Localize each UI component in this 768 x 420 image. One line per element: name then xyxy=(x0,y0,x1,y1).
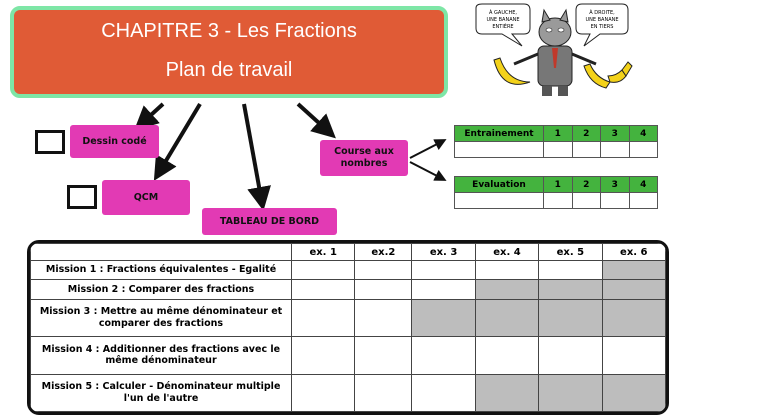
entrainement-col: 2 xyxy=(572,126,601,142)
evaluation-label: Evaluation xyxy=(455,177,544,193)
exercise-cell[interactable] xyxy=(539,337,602,374)
header-ex: ex. 3 xyxy=(412,244,475,261)
entrainement-col: 1 xyxy=(544,126,573,142)
header-ex: ex. 5 xyxy=(539,244,602,261)
node-qcm[interactable]: QCM xyxy=(102,180,190,215)
exercise-cell[interactable] xyxy=(355,261,412,280)
qcm-checkbox[interactable] xyxy=(67,185,97,209)
evaluation-col: 4 xyxy=(629,177,658,193)
entrainement-table xyxy=(454,125,658,158)
exercise-cell xyxy=(539,374,602,411)
mission-row xyxy=(31,280,666,299)
svg-text:À DROITE,: À DROITE, xyxy=(589,10,615,16)
exercise-cell xyxy=(602,374,665,411)
entrainement-col: 3 xyxy=(601,126,630,142)
mission-row xyxy=(31,337,666,374)
header-ex: ex. 6 xyxy=(602,244,665,261)
exercise-cell[interactable] xyxy=(292,280,355,299)
exercise-cell xyxy=(475,280,538,299)
exercise-cell[interactable] xyxy=(355,337,412,374)
mission-row xyxy=(31,299,666,336)
exercise-cell[interactable] xyxy=(292,337,355,374)
exercise-cell[interactable] xyxy=(602,337,665,374)
mission-label: Mission 1 : Fractions équivalentes - Egalité xyxy=(31,261,292,280)
node-dessin-code[interactable]: Dessin codé xyxy=(70,125,159,158)
mission-label: Mission 4 : Additionner des fractions avec le même dénominateur xyxy=(31,337,292,374)
svg-text:EN TIERS: EN TIERS xyxy=(590,24,614,30)
evaluation-cell[interactable] xyxy=(544,193,573,209)
header-ex: ex.2 xyxy=(355,244,412,261)
mission-label: Mission 3 : Mettre au même dénominateur et comparer des fractions xyxy=(31,299,292,336)
header-ex: ex. 1 xyxy=(292,244,355,261)
entrainement-label: Entrainement xyxy=(455,126,544,142)
exercise-cell[interactable] xyxy=(412,374,475,411)
exercise-cell[interactable] xyxy=(412,261,475,280)
exercise-cell[interactable] xyxy=(355,280,412,299)
svg-text:ENTIÈRE: ENTIÈRE xyxy=(492,24,514,30)
exercise-cell[interactable] xyxy=(475,337,538,374)
mission-row xyxy=(31,374,666,411)
svg-text:UNE BANANE: UNE BANANE xyxy=(585,17,619,23)
missions-header-row xyxy=(31,244,666,261)
exercise-cell[interactable] xyxy=(355,299,412,336)
missions-table-frame xyxy=(27,240,669,415)
arrow-to-course xyxy=(298,104,330,133)
exercise-cell xyxy=(602,280,665,299)
node-course-aux-nombres[interactable]: Course aux nombres xyxy=(320,140,408,176)
header-ex: ex. 4 xyxy=(475,244,538,261)
entrainement-cell[interactable] xyxy=(601,142,630,158)
evaluation-cell[interactable] xyxy=(572,193,601,209)
arrow-to-entrainement xyxy=(410,141,443,158)
exercise-cell[interactable] xyxy=(292,261,355,280)
mission-label: Mission 2 : Comparer des fractions xyxy=(31,280,292,299)
chapter-title: CHAPITRE 3 - Les Fractions xyxy=(101,20,357,42)
entrainement-cell[interactable] xyxy=(544,142,573,158)
exercise-cell[interactable] xyxy=(412,280,475,299)
evaluation-col: 1 xyxy=(544,177,573,193)
exercise-cell xyxy=(602,299,665,336)
arrow-to-qcm xyxy=(158,104,200,174)
mission-label: Mission 5 : Calculer - Dénominateur multiple l'un de l'autre xyxy=(31,374,292,411)
entrainement-cell[interactable] xyxy=(455,142,544,158)
node-tableau-de-bord[interactable]: TABLEAU DE BORD xyxy=(202,208,337,235)
evaluation-col: 2 xyxy=(572,177,601,193)
evaluation-cell[interactable] xyxy=(455,193,544,209)
evaluation-col: 3 xyxy=(601,177,630,193)
exercise-cell[interactable] xyxy=(475,261,538,280)
dessin-checkbox[interactable] xyxy=(35,130,65,154)
exercise-cell[interactable] xyxy=(355,374,412,411)
entrainement-cell[interactable] xyxy=(629,142,658,158)
exercise-cell xyxy=(539,280,602,299)
exercise-cell xyxy=(602,261,665,280)
exercise-cell xyxy=(475,299,538,336)
arrow-to-evaluation xyxy=(410,162,443,179)
exercise-cell xyxy=(539,299,602,336)
missions-table xyxy=(30,243,666,412)
entrainement-col: 4 xyxy=(629,126,658,142)
mission-row xyxy=(31,261,666,280)
exercise-cell xyxy=(475,374,538,411)
exercise-cell[interactable] xyxy=(412,337,475,374)
exercise-cell xyxy=(412,299,475,336)
arrow-to-dessin xyxy=(140,104,163,125)
svg-text:UNE BANANE: UNE BANANE xyxy=(486,17,520,23)
evaluation-cell[interactable] xyxy=(629,193,658,209)
arrow-to-tableau xyxy=(244,104,262,203)
svg-text:À GAUCHE,: À GAUCHE, xyxy=(489,10,517,16)
evaluation-table xyxy=(454,176,658,209)
evaluation-cell[interactable] xyxy=(601,193,630,209)
exercise-cell[interactable] xyxy=(292,299,355,336)
header-corner xyxy=(31,244,292,261)
chapter-subtitle: Plan de travail xyxy=(165,59,293,81)
entrainement-cell[interactable] xyxy=(572,142,601,158)
exercise-cell[interactable] xyxy=(292,374,355,411)
exercise-cell[interactable] xyxy=(539,261,602,280)
